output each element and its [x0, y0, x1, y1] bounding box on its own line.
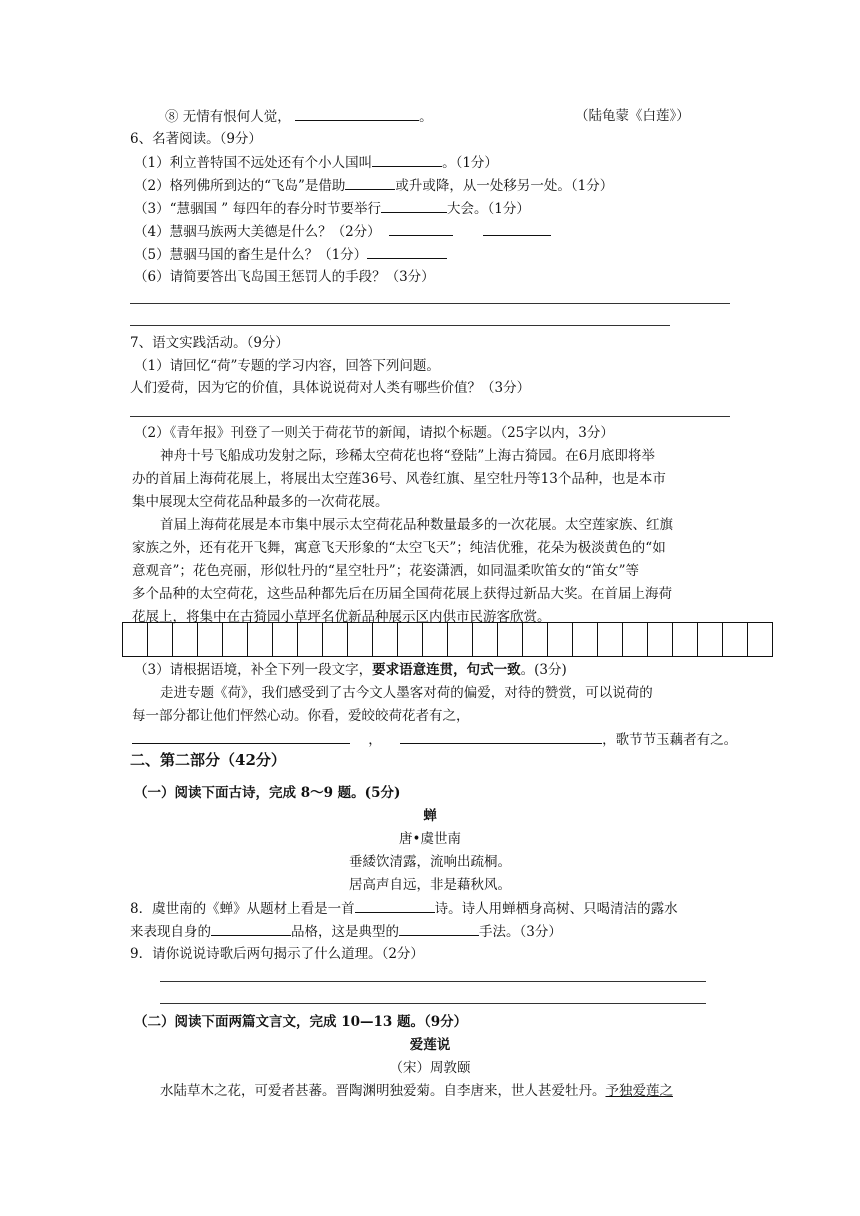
essay-text: 水陆草木之花，可爱者甚蕃。晋陶渊明独爱菊。自李唐来，世人甚爱牡丹。	[160, 1083, 606, 1099]
grid-cell[interactable]	[198, 623, 223, 657]
news-line: 花展上，将集中在古猗园小草坪名优新品种展示区内供市民游客欣赏。	[132, 609, 551, 625]
grid-cell[interactable]	[123, 623, 148, 657]
grid-cell[interactable]	[698, 623, 723, 657]
grid-cell[interactable]	[348, 623, 373, 657]
q7-part2: （2）《青年报》刊登了一则关于荷花节的新闻，请拟个标题。（25字以内，3分）	[134, 425, 614, 441]
q7-part3-text: 每一部分都让他们怦然心动。你看，爱皎皎荷花者有之，	[132, 708, 470, 724]
answer-blank[interactable]	[372, 152, 442, 167]
answer-blank[interactable]	[211, 921, 291, 936]
q6-item-1	[134, 152, 498, 173]
answer-blank[interactable]	[367, 244, 447, 259]
question-text: （4）慧骃马族两大美德是什么？（2分）	[134, 224, 381, 240]
q6-item-2	[134, 175, 613, 196]
grid-cell[interactable]	[223, 623, 248, 657]
question-text: （1）利立普特国不远处还有个小人国叫	[134, 155, 373, 171]
answer-blank[interactable]	[381, 198, 447, 213]
news-line: 神舟十号飞船成功发射之际，珍稀太空荷花也将“登陆”上海古猗园。在6月底即将举	[160, 448, 655, 464]
requirement-text: 要求语意连贯，句式一致	[372, 662, 521, 678]
essay-title: 爱莲说	[409, 1037, 451, 1053]
grid-cell[interactable]	[323, 623, 348, 657]
essay-author: （宋）周敦颐	[389, 1060, 471, 1076]
grid-cell[interactable]	[623, 623, 648, 657]
question-text: 。（1分）	[442, 155, 498, 171]
answer-line[interactable]	[160, 981, 706, 982]
poem-line: 无情有恨何人觉，	[182, 109, 291, 125]
answer-line[interactable]	[130, 416, 730, 417]
q7-part3-fill	[132, 729, 737, 750]
answer-blank[interactable]	[355, 898, 435, 913]
question-text: （2）格列佛所到达的“飞岛”是借助	[134, 178, 346, 194]
underlined-text: 予独爱莲之	[605, 1083, 673, 1099]
grid-cell[interactable]	[148, 623, 173, 657]
question-text: 品格，这是典型的	[291, 924, 399, 940]
answer-line[interactable]	[160, 1003, 706, 1004]
q6-title: 6、名著阅读。（9分）	[130, 131, 262, 147]
grid-cell[interactable]	[473, 623, 498, 657]
item-number: ⑧	[165, 109, 179, 125]
answer-blank[interactable]	[400, 729, 602, 744]
answer-blank[interactable]	[483, 221, 551, 236]
question-text: （3）请根据语境，补全下列一段文字，	[134, 662, 373, 678]
q7-part1-question: 人们爱荷，因为它的价值，具体说说荷对人类有哪些价值？（3分）	[130, 380, 531, 396]
poem-line: 垂緌饮清露，流响出疏桐。	[349, 854, 511, 870]
poem-source: （陆龟蒙《白莲》）	[575, 108, 690, 124]
grid-cell[interactable]	[648, 623, 673, 657]
q9: 9．请你说说诗歌后两句揭示了什么道理。（2分）	[130, 946, 424, 962]
answer-line[interactable]	[130, 303, 730, 304]
answer-blank[interactable]	[389, 221, 453, 236]
question-text: 8．虞世南的《蝉》从题材上看是一首	[130, 901, 355, 917]
grid-cell[interactable]	[523, 623, 548, 657]
q8-line2	[130, 921, 562, 942]
grid-cell[interactable]	[398, 623, 423, 657]
section1-title: （一）阅读下面古诗，完成 8～9 题。(5分)	[134, 785, 401, 801]
question-text: 。(3分)	[520, 662, 567, 678]
punct: ，	[368, 732, 382, 748]
q7-part3	[134, 660, 567, 680]
news-line: 家族之外，还有花开飞舞，寓意飞天形象的“太空飞天”；纯洁优雅，花朵为极淡黄色的“如	[132, 540, 666, 556]
news-line: 办的首届上海荷花展上，将展出太空莲36号、风卷红旗、星空牡丹等13个品种，也是本市	[132, 471, 666, 487]
q6-item-5	[134, 244, 447, 265]
grid-cell[interactable]	[373, 623, 398, 657]
grid-cell[interactable]	[723, 623, 748, 657]
essay-line	[160, 1081, 673, 1101]
answer-blank[interactable]	[399, 921, 479, 936]
question-text: 或升或降，从一处移另一处。（1分）	[395, 178, 614, 194]
question-text: 来表现自身的	[130, 924, 211, 940]
grid-cell[interactable]	[298, 623, 323, 657]
answer-line[interactable]	[130, 325, 670, 326]
grid-cell[interactable]	[548, 623, 573, 657]
news-line: 首届上海荷花展是本市集中展示太空荷花品种数量最多的一次花展。太空莲家族、红旗	[160, 517, 673, 533]
grid-cell[interactable]	[173, 623, 198, 657]
grid-cell[interactable]	[273, 623, 298, 657]
grid-cell[interactable]	[573, 623, 598, 657]
question-text: 大会。（1分）	[446, 201, 530, 217]
answer-blank[interactable]	[295, 106, 419, 121]
question-text: ，歌节节玉藕者有之。	[602, 732, 738, 748]
answer-grid[interactable]	[122, 622, 773, 657]
q7-title: 7、语文实践活动。（9分）	[130, 335, 289, 351]
grid-cell[interactable]	[248, 623, 273, 657]
grid-cell[interactable]	[673, 623, 698, 657]
news-line: 意观音”；花色亮丽，形似牡丹的“星空牡丹”；花姿潇洒，如同温柔吹笛女的“笛女”等	[132, 563, 640, 579]
poem-line: 居高声自远，非是藉秋风。	[349, 877, 511, 893]
q5-line8	[165, 106, 433, 127]
news-line: 集中展现太空荷花品种最多的一次荷花展。	[132, 494, 389, 510]
part2-title: 二、第二部分（42分）	[130, 751, 286, 769]
section2-title: （二）阅读下面两篇文言文，完成 10—13 题。（9分）	[134, 1014, 468, 1030]
q8-line1	[130, 898, 678, 919]
q6-item-3	[134, 198, 530, 219]
grid-cell[interactable]	[423, 623, 448, 657]
punct: 。	[419, 109, 433, 125]
news-line: 多个品种的太空荷花，这些品种都先后在历届全国荷花展上获得过新品大奖。在首届上海荷	[132, 586, 672, 602]
answer-blank[interactable]	[345, 175, 395, 190]
question-text: （5）慧骃马国的畜生是什么？（1分）	[134, 247, 368, 263]
q7-part1: （1）请回忆“荷”专题的学习内容，回答下列问题。	[134, 358, 440, 374]
poem-author: 唐•虞世南	[399, 831, 461, 847]
question-text: （3）“慧骃国 ” 每四年的春分时节要举行	[134, 201, 381, 217]
q7-part3-text: 走进专题《荷》，我们感受到了古今文人墨客对荷的偏爱，对待的赞赏，可以说荷的	[160, 685, 653, 701]
q6-item-6: （6）请简要答出飞岛国王惩罚人的手段？（3分）	[134, 269, 435, 285]
question-text: 手法。（3分）	[479, 924, 562, 940]
poem-title: 蝉	[423, 808, 437, 824]
grid-cell[interactable]	[748, 623, 773, 657]
question-text: 诗。诗人用蝉栖身高树、只喝清洁的露水	[434, 901, 678, 917]
grid-cell[interactable]	[498, 623, 523, 657]
answer-blank[interactable]	[132, 729, 350, 744]
grid-cell[interactable]	[598, 623, 623, 657]
q6-item-4	[134, 221, 551, 242]
grid-cell[interactable]	[448, 623, 473, 657]
